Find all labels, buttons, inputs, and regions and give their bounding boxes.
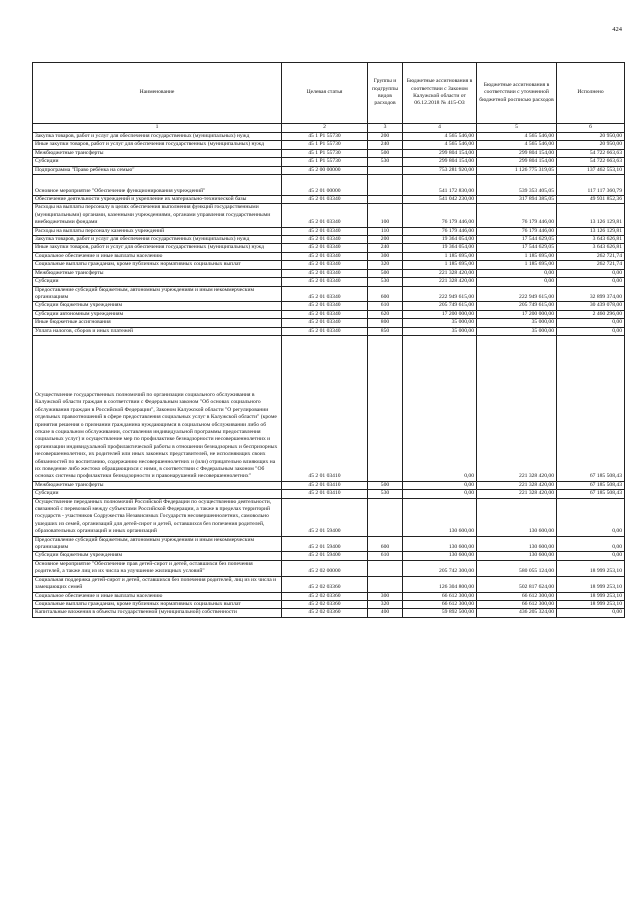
row-allocation-updated: 35 000,00 — [477, 319, 557, 327]
row-execution: 67 185 508,43 — [557, 335, 625, 481]
row-execution: 32 899 374,00 — [557, 286, 625, 302]
row-allocation-updated: 299 804 154,00 — [477, 149, 557, 157]
row-allocation: 4 565 546,00 — [403, 133, 477, 141]
row-allocation-updated: 502 817 624,00 — [477, 576, 557, 592]
row-execution: 262 721,74 — [557, 252, 625, 260]
row-article: 45 2 01 03340 — [282, 286, 368, 302]
row-allocation: 222 949 615,00 — [403, 286, 477, 302]
row-article: 45 2 01 03340 — [282, 227, 368, 235]
row-name: Расходы на выплаты персоналу в целях обеспечения выполнения функций государственными (муниципальными) органами, казенными учреждениями, органами управления государственными внебюджетными фондами — [33, 204, 282, 227]
row-execution: 3 643 626,81 — [557, 236, 625, 244]
row-expense-type: 530 — [368, 490, 403, 498]
row-name: Осуществление переданных полномочий Российской Федерации по осуществлению деятельности, связанной с перевозкой между субъектами Российской Федерации, а также в пределах территорий государств - участников Содружества Независимых Государств несовершеннолетних, самовольно ушедших из семей, организаций для детей-сирот и детей, оставшихся без попечения родителей, образовательных организаций и иных организаций — [33, 498, 282, 536]
row-article: 45 2 02 03360 — [282, 576, 368, 592]
row-allocation-updated: 436 205 324,00 — [477, 609, 557, 617]
budget-table — [32, 62, 625, 618]
row-allocation: 0,00 — [403, 481, 477, 489]
row-name: Предоставление субсидий бюджетным, автономным учреждениям и иным некоммерческим организациям — [33, 536, 282, 552]
row-expense-type: 300 — [368, 252, 403, 260]
row-execution: 20 950,00 — [557, 141, 625, 149]
row-execution: 0,00 — [557, 609, 625, 617]
row-execution: 67 185 508,43 — [557, 490, 625, 498]
row-allocation: 1 185 695,00 — [403, 261, 477, 269]
table-row — [33, 252, 625, 260]
table-row — [33, 310, 625, 318]
row-expense-type: 100 — [368, 204, 403, 227]
table-row — [33, 204, 625, 227]
row-article: 45 2 01 03340 — [282, 252, 368, 260]
row-expense-type: 500 — [368, 269, 403, 277]
row-allocation-updated: 76 179 446,00 — [477, 227, 557, 235]
row-article: 45 2 01 59400 — [282, 552, 368, 560]
row-name: Иные бюджетные ассигнования — [33, 319, 282, 327]
row-name: Предоставление субсидий бюджетным, автономным учреждениям и иным некоммерческим организациям — [33, 286, 282, 302]
row-expense-type: 110 — [368, 227, 403, 235]
row-execution: 0,00 — [557, 319, 625, 327]
row-article: 45 1 P1 55730 — [282, 141, 368, 149]
row-expense-type: 620 — [368, 310, 403, 318]
column-number: 2 — [282, 124, 368, 133]
row-allocation: 66 612 300,00 — [403, 600, 477, 608]
table-row — [33, 600, 625, 608]
row-expense-type: 530 — [368, 158, 403, 166]
row-allocation: 205 749 615,00 — [403, 302, 477, 310]
row-allocation: 205 742 300,00 — [403, 560, 477, 576]
row-expense-type: 600 — [368, 286, 403, 302]
row-execution: 2 460 296,00 — [557, 310, 625, 318]
table-row — [33, 490, 625, 498]
header-article: Целевая статья — [282, 63, 368, 124]
row-execution: 18 999 253,10 — [557, 576, 625, 592]
row-expense-type: 320 — [368, 261, 403, 269]
row-execution: 0,00 — [557, 552, 625, 560]
row-execution: 20 950,00 — [557, 133, 625, 141]
row-allocation-updated: 317 894 385,05 — [477, 196, 557, 204]
row-allocation-updated: 299 804 154,00 — [477, 158, 557, 166]
row-article: 45 2 01 03340 — [282, 236, 368, 244]
row-execution: 0,00 — [557, 327, 625, 335]
row-expense-type: 300 — [368, 592, 403, 600]
row-allocation-updated: 205 749 615,00 — [477, 302, 557, 310]
row-article: 45 2 01 03410 — [282, 490, 368, 498]
table-row — [33, 536, 625, 552]
table-row — [33, 236, 625, 244]
table-row — [33, 592, 625, 600]
table-row — [33, 133, 625, 141]
row-name: Иные закупки товаров, работ и услуг для обеспечения государственных (муниципальных) нужд — [33, 141, 282, 149]
row-article: 45 2 01 03340 — [282, 310, 368, 318]
row-allocation: 130 600,00 — [403, 536, 477, 552]
row-name: Осуществление государственных полномочий по организации социального обслуживания в Калужской области граждан в соответствии с Федеральным законом "Об основах социального обслуживания граждан в Российской Федерации", Законом Калужской области "О регулировании отдельных правоотношений в сфере предоставления социальных услуг в Калужской области" (кроме принятия решения о признании гражданина нуждающимся в социальном обслуживании либо об отказе в социальном обслуживании, составления индивидуальной программы предоставления социальных услуг) и осуществление мер по профилактике безнадзорности несовершеннолетних и организации индивидуальной профилактической работы в отношении безнадзорных и беспризорных несовершеннолетних, их родителей или иных законных представителей, не исполняющих своих обязанностей по воспитанию, содержанию несовершеннолетних и (или) отрицательно влияющих на их поведение либо жестоко обращающихся с ними, в соответствии с Федеральным законом "Об основах системы профилактики безнадзорности и правонарушений несовершеннолетних" — [33, 335, 282, 481]
row-execution: 18 999 253,10 — [557, 560, 625, 576]
row-name: Социальные выплаты гражданам, кроме публичных нормативных социальных выплат — [33, 261, 282, 269]
row-name: Закупка товаров, работ и услуг для обеспечения государственных (муниципальных) нужд — [33, 133, 282, 141]
row-allocation: 0,00 — [403, 490, 477, 498]
row-allocation: 35 000,00 — [403, 319, 477, 327]
row-expense-type: 240 — [368, 244, 403, 252]
row-execution: 0,00 — [557, 536, 625, 552]
row-name: Межбюджетные трансферты — [33, 269, 282, 277]
row-article: 45 2 01 03340 — [282, 261, 368, 269]
table-row — [33, 278, 625, 286]
column-number: 5 — [477, 124, 557, 133]
row-execution: 54 722 663,63 — [557, 149, 625, 157]
row-allocation-updated: 539 353 405,05 — [477, 175, 557, 196]
table-row — [33, 481, 625, 489]
column-number: 3 — [368, 124, 403, 133]
table-row — [33, 609, 625, 617]
row-article: 45 2 01 03410 — [282, 481, 368, 489]
row-expense-type — [368, 196, 403, 204]
row-allocation: 126 304 800,00 — [403, 576, 477, 592]
row-execution: 18 999 253,10 — [557, 600, 625, 608]
row-execution: 117 117 360,79 — [557, 175, 625, 196]
table-row — [33, 269, 625, 277]
row-article: 45 2 01 03340 — [282, 269, 368, 277]
row-expense-type: 610 — [368, 302, 403, 310]
row-expense-type — [368, 576, 403, 592]
row-allocation-updated: 130 600,00 — [477, 552, 557, 560]
row-allocation-updated: 130 600,00 — [477, 498, 557, 536]
row-execution: 54 722 663,63 — [557, 158, 625, 166]
row-name: Иные закупки товаров, работ и услуг для обеспечения государственных (муниципальных) нужд — [33, 244, 282, 252]
row-expense-type: 530 — [368, 278, 403, 286]
row-allocation: 59 892 500,00 — [403, 609, 477, 617]
row-allocation-updated: 222 949 615,00 — [477, 286, 557, 302]
row-name: Социальная поддержка детей-сирот и детей, оставшихся без попечения родителей, лиц из их числа и замещающих семей — [33, 576, 282, 592]
row-execution: 0,00 — [557, 278, 625, 286]
row-allocation: 76 179 446,00 — [403, 204, 477, 227]
row-name: Субсидии — [33, 490, 282, 498]
row-allocation-updated: 130 600,00 — [477, 536, 557, 552]
row-expense-type: 400 — [368, 609, 403, 617]
table-row — [33, 175, 625, 196]
row-expense-type: 200 — [368, 133, 403, 141]
row-name: Социальное обеспечение и иные выплаты населению — [33, 252, 282, 260]
row-name: Субсидии — [33, 278, 282, 286]
column-number-row — [33, 124, 625, 133]
row-allocation-updated: 221 328 420,00 — [477, 481, 557, 489]
row-name: Межбюджетные трансферты — [33, 481, 282, 489]
row-allocation-updated: 0,00 — [477, 269, 557, 277]
row-expense-type: 500 — [368, 149, 403, 157]
row-name: Социальное обеспечение и иные выплаты населению — [33, 592, 282, 600]
row-allocation-updated: 76 179 446,00 — [477, 204, 557, 227]
row-name: Расходы на выплаты персоналу казенных учреждений — [33, 227, 282, 235]
row-article: 45 2 01 03340 — [282, 204, 368, 227]
table-row — [33, 227, 625, 235]
row-expense-type: 320 — [368, 600, 403, 608]
row-allocation-updated: 221 328 420,00 — [477, 490, 557, 498]
row-allocation: 299 804 154,00 — [403, 158, 477, 166]
row-article: 45 2 01 00000 — [282, 175, 368, 196]
row-article: 45 1 P1 55730 — [282, 158, 368, 166]
table-row — [33, 560, 625, 576]
table-row — [33, 261, 625, 269]
row-article: 45 2 01 03340 — [282, 319, 368, 327]
table-row — [33, 327, 625, 335]
row-name: Обеспечение деятельности учреждений и укрепление их материально-технической базы — [33, 196, 282, 204]
row-allocation-updated: 66 612 300,00 — [477, 592, 557, 600]
row-expense-type: 600 — [368, 536, 403, 552]
row-execution: 13 126 129,81 — [557, 227, 625, 235]
row-name: Межбюджетные трансферты — [33, 149, 282, 157]
row-allocation-updated: 0,00 — [477, 278, 557, 286]
row-name: Закупка товаров, работ и услуг для обеспечения государственных (муниципальных) нужд — [33, 236, 282, 244]
row-allocation: 221 328 420,00 — [403, 278, 477, 286]
row-allocation: 541 042 230,00 — [403, 196, 477, 204]
row-article: 45 2 01 03340 — [282, 327, 368, 335]
row-allocation: 221 328 420,00 — [403, 269, 477, 277]
row-expense-type — [368, 560, 403, 576]
table-row — [33, 196, 625, 204]
header-group: Группы и подгруппы видов расходов — [368, 63, 403, 124]
table-row — [33, 166, 625, 174]
row-allocation-updated: 66 612 300,00 — [477, 600, 557, 608]
row-article: 45 2 01 03340 — [282, 196, 368, 204]
row-allocation-updated: 580 055 124,00 — [477, 560, 557, 576]
row-name: Уплата налогов, сборов и иных платежей — [33, 327, 282, 335]
table-row — [33, 302, 625, 310]
page-number: 424 — [612, 26, 622, 33]
row-execution: 137 462 553,10 — [557, 166, 625, 174]
column-number: 1 — [33, 124, 282, 133]
table-row — [33, 141, 625, 149]
row-expense-type — [368, 166, 403, 174]
row-article: 45 2 01 59400 — [282, 536, 368, 552]
row-article: 45 2 01 59400 — [282, 498, 368, 536]
row-allocation: 299 804 154,00 — [403, 149, 477, 157]
row-execution: 18 999 253,10 — [557, 592, 625, 600]
row-allocation: 1 185 695,00 — [403, 252, 477, 260]
table-row — [33, 552, 625, 560]
row-execution: 30 439 078,00 — [557, 302, 625, 310]
row-allocation: 76 179 446,00 — [403, 227, 477, 235]
row-name: Социальные выплаты гражданам, кроме публичных нормативных социальных выплат — [33, 600, 282, 608]
row-allocation-updated: 1 185 695,00 — [477, 252, 557, 260]
table-row — [33, 319, 625, 327]
column-number: 4 — [403, 124, 477, 133]
row-expense-type — [368, 498, 403, 536]
row-expense-type: 240 — [368, 141, 403, 149]
row-allocation: 130 600,00 — [403, 552, 477, 560]
row-allocation-updated: 17 544 629,05 — [477, 236, 557, 244]
row-execution: 262 721,74 — [557, 261, 625, 269]
row-article: 45 2 00 00000 — [282, 166, 368, 174]
row-expense-type: 800 — [368, 319, 403, 327]
header-allocation-updated: Бюджетные ассигнования в соответствии с уточненной бюджетной росписью расходов — [477, 63, 557, 124]
row-article: 45 2 01 03340 — [282, 244, 368, 252]
row-article: 45 2 02 03360 — [282, 600, 368, 608]
row-name: Субсидии — [33, 158, 282, 166]
row-expense-type: 610 — [368, 552, 403, 560]
row-allocation: 4 565 546,00 — [403, 141, 477, 149]
row-allocation-updated: 35 000,00 — [477, 327, 557, 335]
row-allocation: 66 612 300,00 — [403, 592, 477, 600]
row-execution: 3 643 626,81 — [557, 244, 625, 252]
column-number: 6 — [557, 124, 625, 133]
row-execution: 0,00 — [557, 498, 625, 536]
row-allocation-updated: 4 565 546,00 — [477, 133, 557, 141]
row-name: Субсидии бюджетным учреждениям — [33, 552, 282, 560]
header-allocation: Бюджетные ассигнования в соответствии с Законом Калужской области от 06.12.2018 № 415-ОЗ — [403, 63, 477, 124]
row-expense-type: 200 — [368, 236, 403, 244]
row-name: Основное мероприятие "Обеспечение функционирования учреждений" — [33, 175, 282, 196]
row-allocation-updated: 4 565 546,00 — [477, 141, 557, 149]
row-name: Субсидии автономным учреждениям — [33, 310, 282, 318]
row-allocation: 35 000,00 — [403, 327, 477, 335]
row-allocation-updated: 1 185 695,00 — [477, 261, 557, 269]
table-row — [33, 576, 625, 592]
row-execution: 67 185 508,43 — [557, 481, 625, 489]
row-allocation-updated: 221 328 420,00 — [477, 335, 557, 481]
row-article: 45 2 02 03360 — [282, 609, 368, 617]
row-article: 45 2 01 03340 — [282, 302, 368, 310]
row-allocation: 17 200 000,00 — [403, 310, 477, 318]
row-allocation-updated: 1 126 775 319,05 — [477, 166, 557, 174]
row-allocation: 0,00 — [403, 335, 477, 481]
row-expense-type: 500 — [368, 481, 403, 489]
table-row — [33, 158, 625, 166]
row-execution: 49 931 852,36 — [557, 196, 625, 204]
row-expense-type — [368, 175, 403, 196]
row-name: Субсидии бюджетным учреждениям — [33, 302, 282, 310]
row-name: Основное мероприятие "Обеспечение прав детей-сирот и детей, оставшихся без попечения родителей, а также лиц из их числа на улучшение жилищных условий" — [33, 560, 282, 576]
row-article: 45 2 01 03340 — [282, 278, 368, 286]
header-execution: Исполнено — [557, 63, 625, 124]
row-allocation: 753 281 920,00 — [403, 166, 477, 174]
table-row — [33, 244, 625, 252]
table-row — [33, 335, 625, 481]
row-execution: 0,00 — [557, 269, 625, 277]
table-row — [33, 286, 625, 302]
row-article: 45 1 P1 55730 — [282, 149, 368, 157]
row-allocation-updated: 17 200 000,00 — [477, 310, 557, 318]
row-article: 45 1 P1 55730 — [282, 133, 368, 141]
row-expense-type: 850 — [368, 327, 403, 335]
row-execution: 13 126 129,81 — [557, 204, 625, 227]
row-allocation: 19 364 054,00 — [403, 236, 477, 244]
row-allocation: 541 172 830,00 — [403, 175, 477, 196]
table-row — [33, 498, 625, 536]
row-name: Подпрограмма "Право ребёнка на семью" — [33, 166, 282, 174]
row-article: 45 2 02 00000 — [282, 560, 368, 576]
row-allocation: 19 364 054,00 — [403, 244, 477, 252]
header-row — [33, 63, 625, 124]
header-name: Наименование — [33, 63, 282, 124]
row-article: 45 2 01 03410 — [282, 335, 368, 481]
table-row — [33, 149, 625, 157]
row-expense-type — [368, 335, 403, 481]
row-article: 45 2 02 03360 — [282, 592, 368, 600]
row-allocation: 130 600,00 — [403, 498, 477, 536]
row-name: Капитальные вложения в объекты государственной (муниципальной) собственности — [33, 609, 282, 617]
row-allocation-updated: 17 544 629,05 — [477, 244, 557, 252]
